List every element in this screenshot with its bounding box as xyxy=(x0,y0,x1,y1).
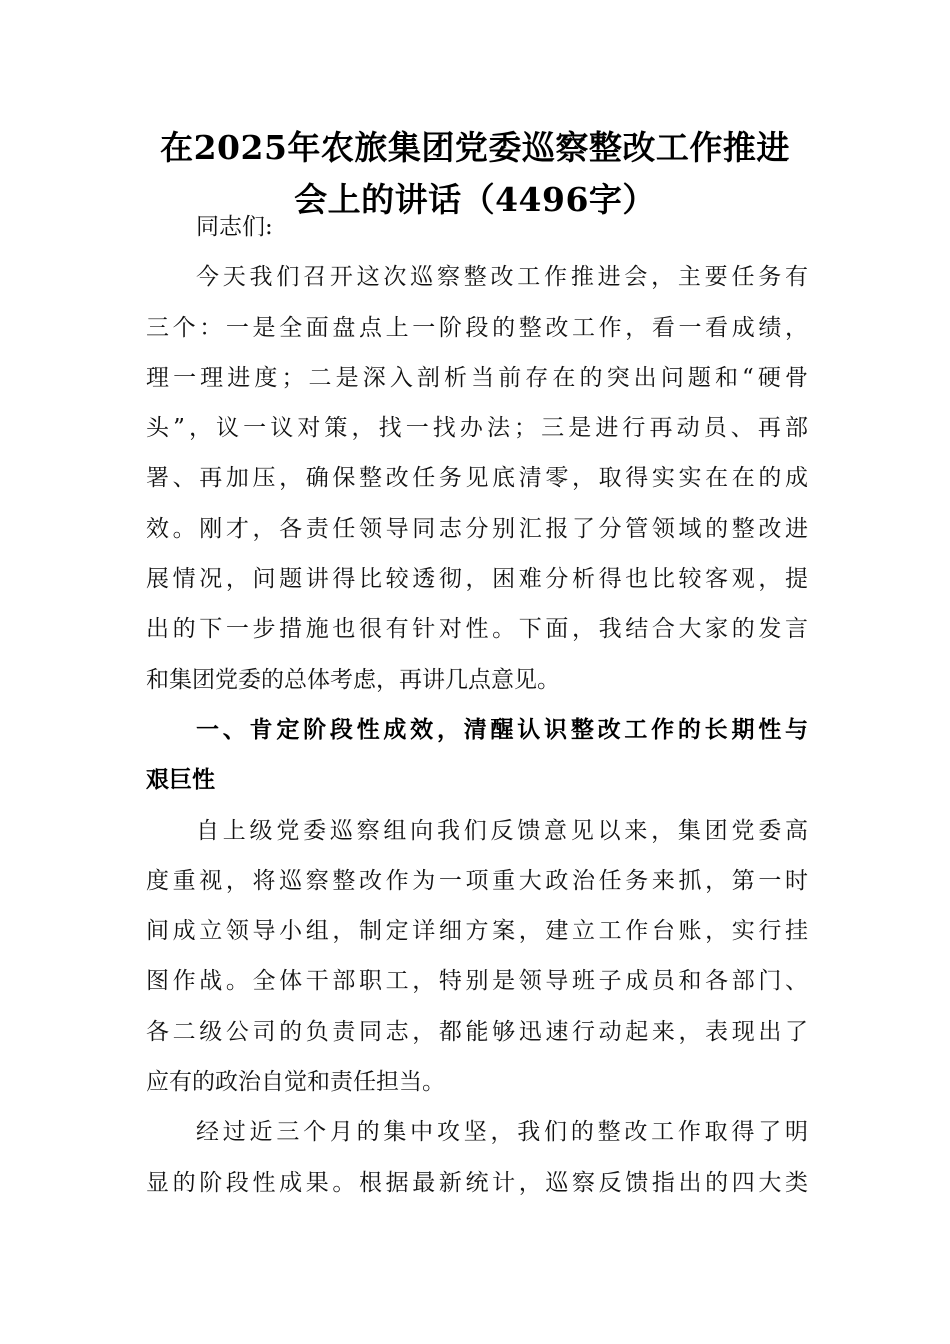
salutation: 同志们: xyxy=(196,214,273,240)
paragraph-2-line: 应有的政治自觉和责任担当。 xyxy=(146,1069,445,1096)
section-heading-1: 艰巨性 xyxy=(146,767,215,794)
title-line-2: 会上的讲话（4496字） xyxy=(294,180,656,219)
paragraph-2-line: 各二级公司的负责同志，都能够迅速行动起来，表现出了 xyxy=(146,1018,808,1045)
paragraph-1-line: 署、再加压，确保整改任务见底清零，取得实实在在的成 xyxy=(146,465,808,492)
paragraph-1-line: 效。刚才，各责任领导同志分别汇报了分管领域的整改进 xyxy=(146,515,808,542)
paragraph-1-line: 和集团党委的总体考虑，再讲几点意见。 xyxy=(146,666,560,693)
paragraph-2-line: 间成立领导小组，制定详细方案，建立工作台账，实行挂 xyxy=(146,918,808,945)
paragraph-2-line: 自上级党委巡察组向我们反馈意见以来，集团党委高 xyxy=(196,817,808,844)
paragraph-3-line: 显的阶段性成果。根据最新统计，巡察反馈指出的四大类 xyxy=(146,1169,808,1196)
paragraph-1-line: 展情况，问题讲得比较透彻，困难分析得也比较客观，提 xyxy=(146,566,808,593)
paragraph-1-line: 今天我们召开这次巡察整改工作推进会，主要任务有 xyxy=(196,264,808,291)
document-body xyxy=(146,202,808,1208)
paragraph-2-line: 度重视，将巡察整改作为一项重大政治任务来抓，第一时 xyxy=(146,867,808,894)
paragraph-1-line: 理一理进度；二是深入剖析当前存在的突出问题和“硬骨 xyxy=(146,364,808,391)
paragraph-1-line: 出的下一步措施也很有针对性。下面，我结合大家的发言 xyxy=(146,616,808,643)
paragraph-2-line: 图作战。全体干部职工，特别是领导班子成员和各部门、 xyxy=(146,968,808,995)
title-line-1: 在2025年农旅集团党委巡察整改工作推进 xyxy=(160,128,790,167)
section-heading-1: 一、肯定阶段性成效，清醒认识整改工作的长期性与 xyxy=(196,716,808,743)
paragraph-1-line: 头”，议一议对策，找一找办法；三是进行再动员、再部 xyxy=(146,415,808,442)
paragraph-1-line: 三个：一是全面盘点上一阶段的整改工作，看一看成绩， xyxy=(146,314,808,341)
paragraph-3-line: 经过近三个月的集中攻坚，我们的整改工作取得了明 xyxy=(196,1119,808,1146)
